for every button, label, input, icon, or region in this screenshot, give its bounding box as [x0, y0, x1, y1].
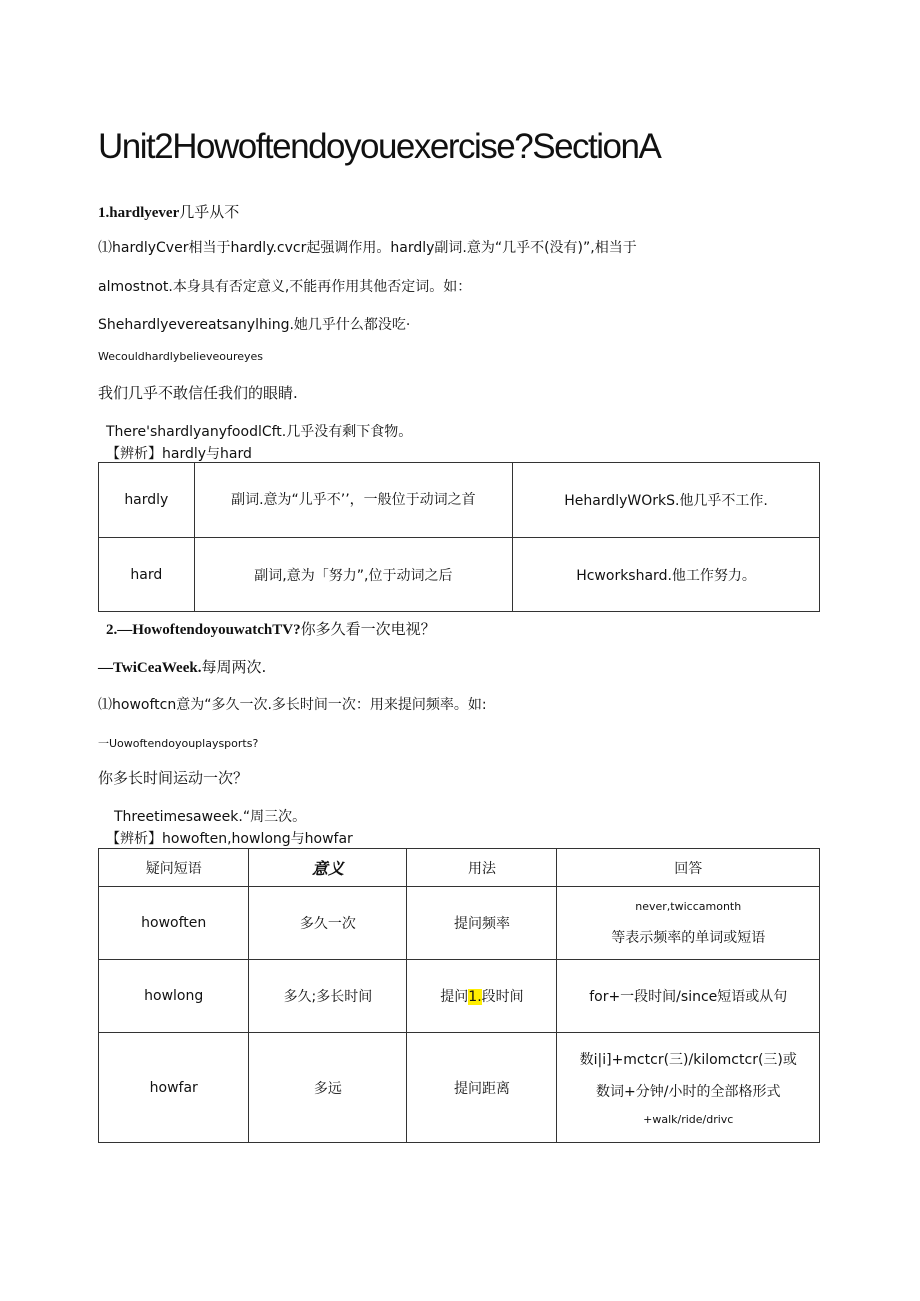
table-row: [99, 463, 820, 538]
answer-line: never,twiccamonth: [635, 899, 742, 913]
table-cell-word: hardly: [99, 463, 195, 538]
table-cell-example: HehardlyWOrkS.他几乎不工作.: [513, 463, 820, 538]
answer-line: 等表示频率的单词或短语: [611, 929, 766, 946]
answer-line: 数词+分钟/小时的全部格形式: [596, 1084, 781, 1100]
page-title: Unit2Howoftendoyouexercise?SectionA: [98, 127, 661, 166]
table-row: [99, 1033, 820, 1143]
section2-heading-en: 2.—HowoftendoyouwatchTV?: [106, 622, 301, 638]
table-row: [99, 887, 820, 960]
section2-line1: ⑴howoftcn意为“多久一次.多长时间一次：用来提问频率。如:: [98, 697, 487, 713]
table-cell-phrase: howoften: [99, 887, 249, 960]
section2-example1-cn: 你多长时间运动一次？: [98, 769, 249, 787]
section1-example2-en: Wecouldhardlybelieveoureyes: [98, 350, 264, 363]
section1-heading-cn: 几乎从不: [179, 203, 240, 221]
table-header-phrase: 疑问短语: [99, 849, 249, 887]
table-cell-answer: for+一段时间/since短语或从句: [557, 960, 820, 1033]
table-row: [99, 538, 820, 612]
section2-heading-cn: 你多久看一次电视？: [300, 620, 436, 638]
section2-analysis: 【辨析】howoften,howlong与howfar: [106, 831, 353, 847]
table-header-meaning: 意义: [249, 849, 407, 887]
table-header-usage: 用法: [407, 849, 557, 887]
section1-line1: ⑴hardlyCver相当于hardly.cvcr起强调作用。hardly副词.意为“几乎不(没有)”,相当于: [98, 240, 637, 256]
table-cell-usage: 提问频率: [407, 887, 557, 960]
table-cell-answer: [557, 1033, 820, 1143]
table-cell-phrase: howfar: [99, 1033, 249, 1143]
table-cell-word: hard: [99, 538, 195, 612]
usage-post: 段时间: [481, 989, 524, 1005]
answer-line: 数i|i]+mctcr(三)/kilomctcr(三)或: [579, 1052, 797, 1068]
table-header-row: [99, 849, 820, 887]
table-header-answer: 回答: [557, 849, 820, 887]
hardly-hard-table: [98, 462, 820, 612]
section2-example2: Threetimesaweek.“周三次。: [114, 809, 307, 825]
table-cell-meaning: 多久;多长时间: [249, 960, 407, 1033]
table-cell-usage: 提问距离: [407, 1033, 557, 1143]
section2-answer: [98, 656, 266, 677]
section2-heading: [106, 618, 436, 639]
usage-highlight: 1.: [468, 989, 482, 1005]
section1-analysis: 【辨析】hardly与hard: [106, 446, 252, 462]
table-cell-answer: [557, 887, 820, 960]
section1-example1: Shehardlyevereatsanylhing.她几乎什么都没吃·: [98, 317, 411, 333]
section1-line2: almostnot.本身具有否定意义,不能再作用其他否定词。如：: [98, 279, 472, 295]
section2-example1-en: 一Uowoftendoyouplaysports?: [98, 737, 259, 750]
section1-example2-cn: 我们几乎不敢信任我们的眼睛.: [98, 384, 298, 402]
usage-pre: 提问: [440, 989, 469, 1005]
section1-heading-en: 1.hardlyever: [98, 205, 180, 221]
table-cell-meaning: 副词,意为「努力”,位于动词之后: [194, 538, 512, 612]
table-cell-meaning: 多久一次: [249, 887, 407, 960]
howoften-table: [98, 848, 820, 1143]
table-cell-usage: [407, 960, 557, 1033]
section2-answer-cn: 每周两次.: [201, 658, 267, 676]
section1-example3: There'shardlyanyfoodlCft.几乎没有剩下食物。: [106, 424, 413, 440]
table-cell-meaning: 多远: [249, 1033, 407, 1143]
answer-line: +walk/ride/drivc: [643, 1113, 734, 1126]
section1-heading: [98, 201, 239, 222]
table-cell-meaning: 副词.意为“儿乎不’’，一般位于动词之首: [194, 463, 512, 538]
table-row: [99, 960, 820, 1033]
section2-answer-en: —TwiCeaWeek.: [98, 660, 202, 676]
table-cell-example: Hcworkshard.他工作努力。: [513, 538, 820, 612]
table-cell-phrase: howlong: [99, 960, 249, 1033]
